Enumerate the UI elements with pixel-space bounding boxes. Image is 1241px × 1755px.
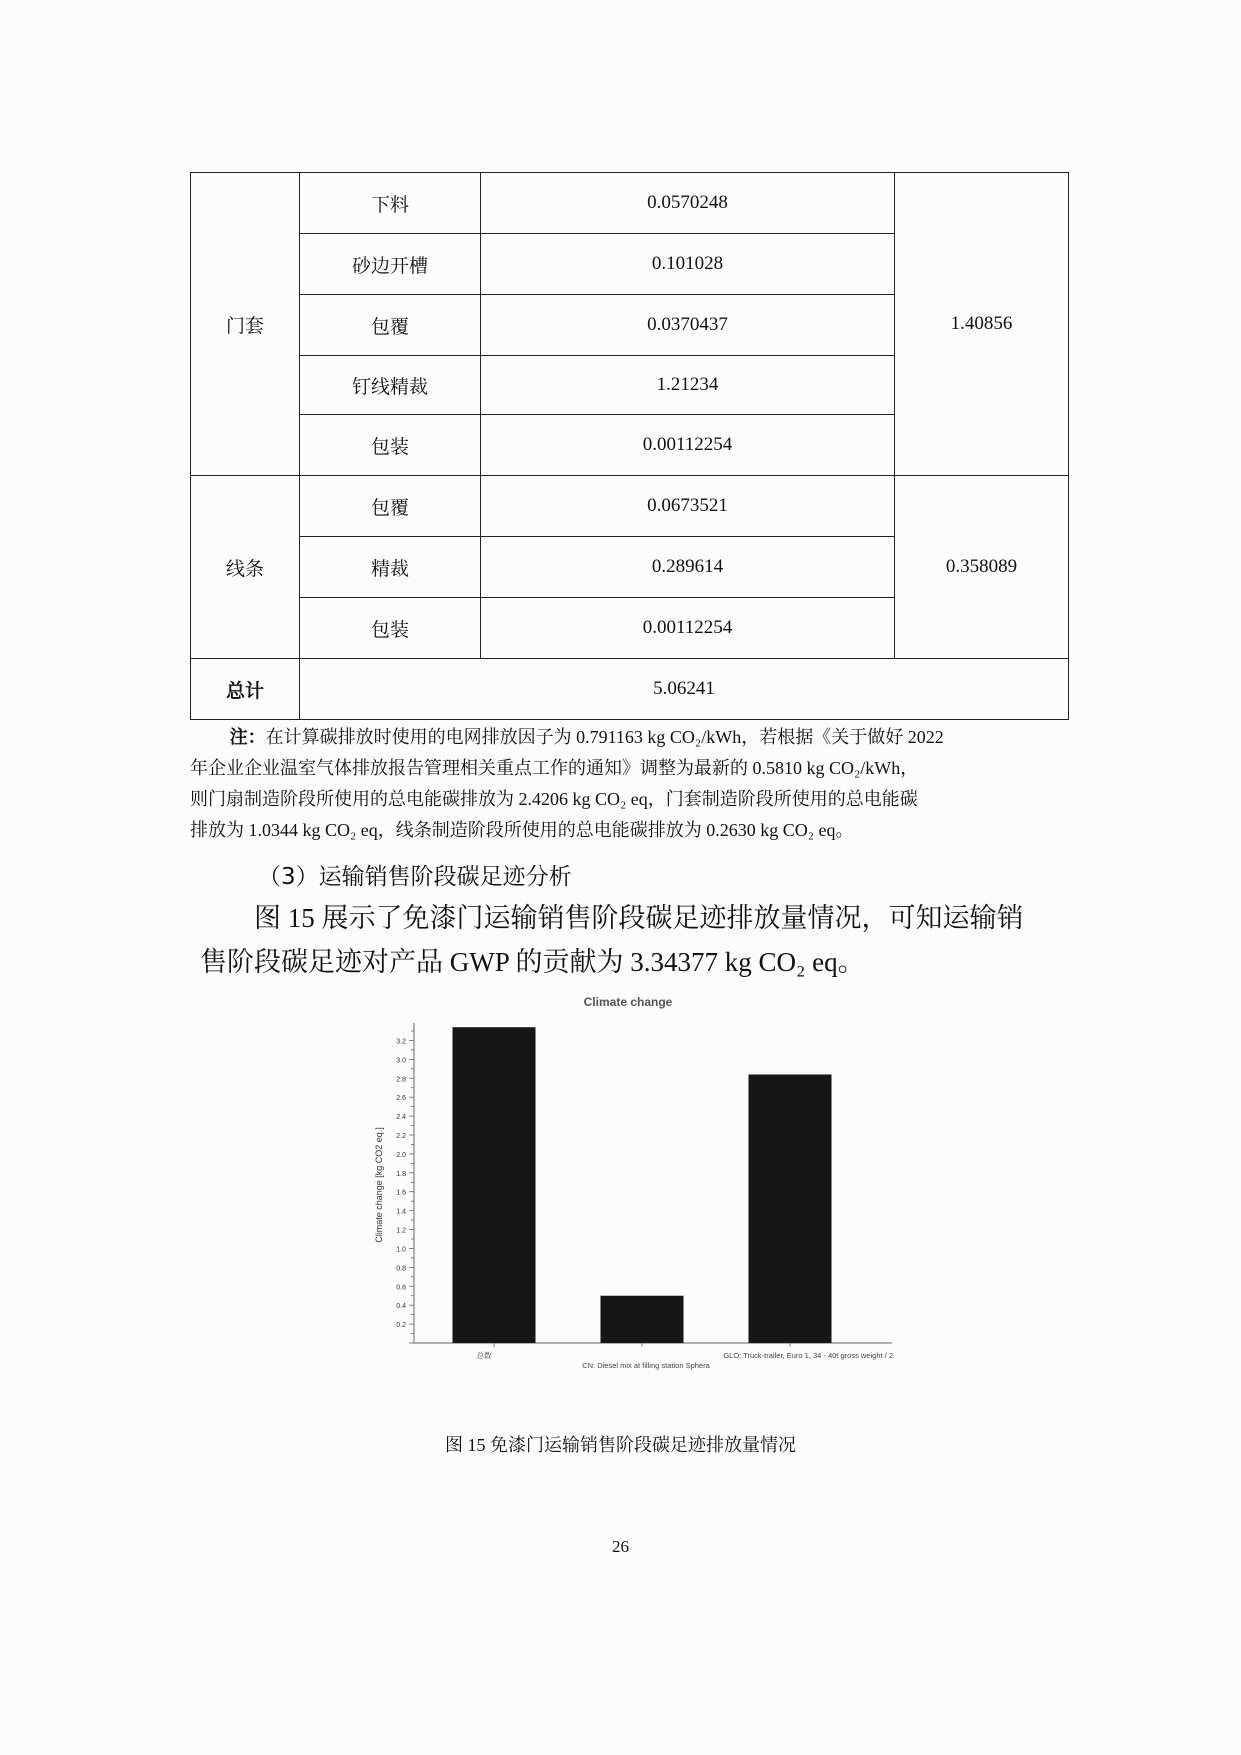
process-cell: 包覆: [300, 476, 481, 537]
group-name-cell: 门套: [191, 173, 300, 476]
climate-change-chart: [360, 990, 920, 1390]
value-cell: 0.289614: [481, 537, 895, 598]
chart-title: Climate change: [583, 995, 673, 1009]
y-tick-label: 1.6: [396, 1189, 406, 1197]
process-cell: 精裁: [300, 537, 481, 598]
note-text: 在计算碳排放时使用的电网排放因子为 0.791163 kg CO₂/kWh，若根据《关于做好 2022: [265, 727, 944, 747]
emission-table: [190, 172, 1069, 720]
y-tick-label: 0.6: [396, 1284, 406, 1292]
y-tick-label: 1.8: [396, 1170, 406, 1178]
y-tick-label: 2.8: [396, 1076, 406, 1084]
value-cell: 1.21234: [481, 356, 895, 415]
y-tick-label: 2.2: [396, 1133, 406, 1140]
y-tick-label: 3.2: [396, 1038, 406, 1046]
note-line: 则门扇制造阶段所使用的总电能碳排放为 2.4206 kg CO₂ eq，门套制造阶段所使用的总电能碳: [190, 789, 918, 809]
note-line: [190, 722, 1056, 753]
y-tick-label: 1.2: [396, 1227, 406, 1235]
value-cell: 0.00112254: [481, 415, 895, 476]
bar: [601, 1296, 684, 1343]
y-tick-label: 2.0: [396, 1151, 406, 1159]
process-cell: 下料: [300, 173, 481, 234]
table-note: [190, 722, 1056, 846]
table-row: [191, 476, 1069, 537]
y-tick-label: 2.6: [396, 1095, 406, 1103]
note-line: 排放为 1.0344 kg CO₂ eq，线条制造阶段所使用的总电能碳排放为 0.2630 kg CO₂ eq。: [190, 820, 854, 840]
process-cell: 钉线精裁: [300, 356, 481, 415]
process-cell: 包装: [300, 598, 481, 659]
subtotal-cell: 1.40856: [895, 173, 1069, 476]
subtotal-cell: 0.358089: [895, 476, 1069, 659]
value-cell: 0.00112254: [481, 598, 895, 659]
chart-plot-area: [396, 1023, 893, 1370]
value-cell: 0.0673521: [481, 476, 895, 537]
value-cell: 0.101028: [481, 234, 895, 295]
value-cell: 0.0570248: [481, 173, 895, 234]
page-number: 26: [612, 1537, 629, 1556]
group-name-cell: 线条: [191, 476, 300, 659]
process-cell: 砂边开槽: [300, 234, 481, 295]
figure-caption: 图 15 免漆门运输销售阶段碳足迹排放量情况: [445, 1435, 796, 1455]
table-row-total: [191, 659, 1069, 720]
bar: [453, 1027, 536, 1343]
section-heading: （3）运输销售阶段碳足迹分析: [258, 864, 572, 890]
note-lead: 注：: [229, 727, 266, 747]
total-value-cell: 5.06241: [300, 659, 1069, 720]
y-tick-label: 0.4: [396, 1303, 406, 1311]
y-tick-label: 2.4: [396, 1114, 406, 1122]
total-label-cell: 总计: [191, 659, 300, 720]
body-paragraph: [200, 896, 1056, 984]
y-tick-label: 0.2: [396, 1322, 406, 1330]
bar: [749, 1074, 832, 1343]
y-tick-label: 1.0: [396, 1246, 406, 1254]
note-line: 年企业企业温室气体排放报告管理相关重点工作的通知》调整为最新的 0.5810 kg CO₂/kWh，: [190, 758, 919, 778]
value-cell: 0.0370437: [481, 295, 895, 356]
paragraph-line: 售阶段碳足迹对产品 GWP 的贡献为 3.34377 kg CO₂ eq。: [200, 947, 865, 977]
table-row: [191, 173, 1069, 234]
process-cell: 包装: [300, 415, 481, 476]
x-tick-label: 总数: [476, 1351, 492, 1360]
paragraph-line: 图 15 展示了免漆门运输销售阶段碳足迹排放量情况，可知运输销: [254, 903, 1024, 933]
process-cell: 包覆: [300, 295, 481, 356]
x-tick-label: GLO: Truck-trailer, Euro 1, 34 - 40t gross weight / 2: [723, 1351, 893, 1360]
y-tick-label: 3.0: [396, 1057, 406, 1065]
y-tick-label: 0.8: [396, 1265, 406, 1273]
x-tick-label: CN: Diesel mix at filling station Sphera: [582, 1361, 710, 1370]
chart-y-axis-label: Climate change [kg CO2 eq.]: [374, 1127, 384, 1243]
y-tick-label: 1.4: [396, 1208, 406, 1216]
